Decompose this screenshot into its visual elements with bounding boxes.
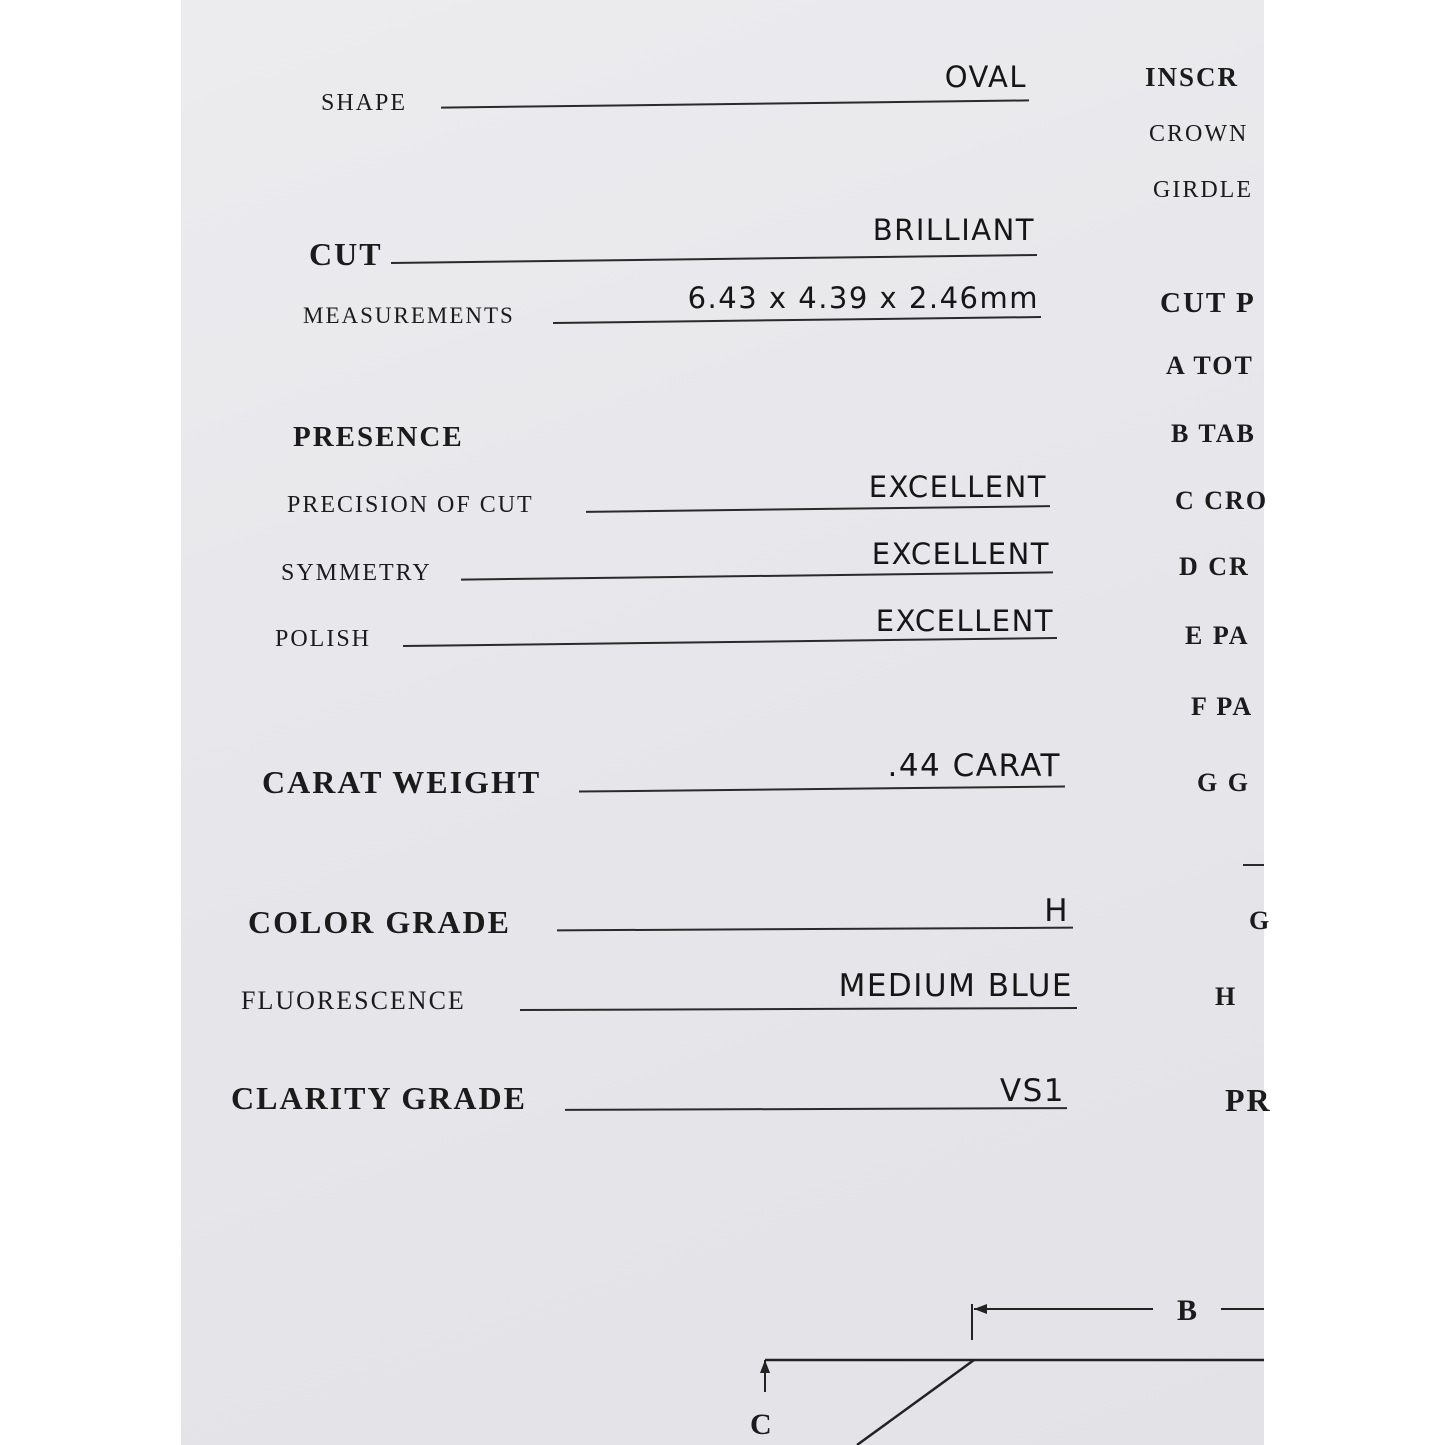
symmetry-value: EXCELLENT bbox=[871, 537, 1050, 571]
row-g-label: G G bbox=[1197, 768, 1250, 797]
diamond-proportion-diagram bbox=[181, 0, 1264, 1445]
polish-label: POLISH bbox=[275, 626, 372, 652]
presence-heading: PRESENCE bbox=[293, 421, 464, 453]
color-label: COLOR GRADE bbox=[248, 904, 511, 940]
fluorescence-label: FLUORESCENCE bbox=[241, 986, 466, 1015]
inscription-heading: INSCR bbox=[1145, 62, 1240, 92]
pr-heading: PR bbox=[1225, 1082, 1272, 1118]
crown-label: CROWN bbox=[1149, 121, 1249, 147]
shape-value: OVAL bbox=[944, 60, 1027, 94]
precision-value: EXCELLENT bbox=[868, 470, 1047, 504]
shape-label: SHAPE bbox=[321, 90, 408, 116]
row-f-label: F PA bbox=[1191, 692, 1254, 721]
row-a-label: A TOT bbox=[1166, 351, 1254, 380]
fluorescence-value: MEDIUM BLUE bbox=[838, 968, 1073, 1004]
diagram-b-label: B bbox=[1177, 1294, 1200, 1327]
certificate-page bbox=[181, 0, 1272, 1445]
clarity-label: CLARITY GRADE bbox=[231, 1080, 527, 1116]
crown-facet-line bbox=[857, 1360, 974, 1445]
cut-proportions-heading: CUT P bbox=[1160, 287, 1256, 319]
girdle-label: GIRDLE bbox=[1153, 177, 1253, 203]
measurements-value: 6.43 x 4.39 x 2.46mm bbox=[687, 281, 1039, 315]
crown-height-arrowhead bbox=[760, 1360, 770, 1373]
row-b-label: B TAB bbox=[1171, 419, 1256, 448]
row-e-label: E PA bbox=[1185, 621, 1250, 650]
carat-value: .44 CARAT bbox=[887, 748, 1061, 784]
row-c-label: C CRO bbox=[1175, 486, 1269, 515]
cut-value: BRILLIANT bbox=[872, 213, 1035, 247]
symmetry-label: SYMMETRY bbox=[281, 560, 432, 586]
cut-label: CUT bbox=[309, 236, 383, 272]
row-h-label: H bbox=[1215, 982, 1238, 1011]
row-g2-label: G bbox=[1249, 906, 1272, 935]
measurements-label: MEASUREMENTS bbox=[303, 303, 515, 328]
polish-value: EXCELLENT bbox=[875, 604, 1054, 638]
table-arrowhead bbox=[974, 1304, 987, 1314]
precision-label: PRECISION OF CUT bbox=[287, 492, 534, 518]
diagram-c-label: C bbox=[750, 1408, 774, 1441]
color-value: H bbox=[1044, 893, 1069, 929]
clarity-value: VS1 bbox=[999, 1073, 1065, 1109]
row-d-label: D CR bbox=[1179, 552, 1250, 581]
carat-label: CARAT WEIGHT bbox=[262, 764, 542, 800]
